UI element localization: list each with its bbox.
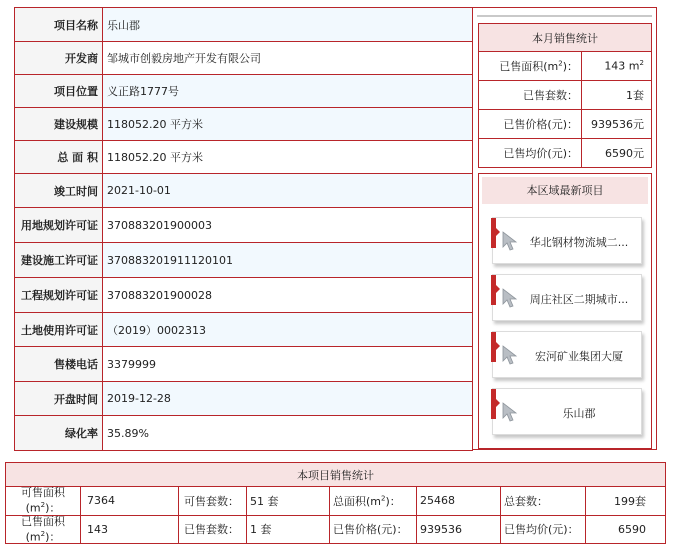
monthly-sales-table — [478, 23, 652, 168]
sold-area-value: 143 $m^2$ — [582, 52, 652, 81]
sold-area-label: 已售面积$(m^2)$： — [479, 52, 582, 81]
label: 建设施工许可证 — [15, 243, 103, 278]
latest-project-name: 周庄社区二期城市... — [529, 293, 629, 306]
available-area-label: 可售面积 $(m^2)$： — [6, 487, 81, 516]
sold-units-label: 已售套数： — [179, 515, 247, 544]
sold-price-label: 已售价格(元)： — [330, 515, 417, 544]
label: 工程规划许可证 — [15, 278, 103, 313]
label: 项目位置 — [15, 75, 103, 108]
value: 邹城市创毅房地产开发有限公司 — [103, 42, 473, 75]
label: 开发商 — [15, 42, 103, 75]
stats-row-available — [6, 487, 666, 516]
value: 35.89% — [103, 416, 473, 451]
red-tab-icon — [491, 275, 496, 305]
project-sales-title: 本项目销售统计 — [6, 463, 666, 487]
value: （2019）0002313 — [103, 313, 473, 347]
row-completion — [15, 174, 473, 208]
sold-units-value: 1套 — [582, 81, 652, 110]
value: 2021-10-01 — [103, 174, 473, 208]
sold-price-value: 939536 — [417, 515, 501, 544]
value: 2019-12-28 — [103, 382, 473, 416]
sold-area-value: 143 — [81, 515, 179, 544]
total-area-label: 总面积$(m^2)$： — [330, 487, 417, 516]
sold-units-value: 1 套 — [247, 515, 330, 544]
label: 总 面 积 — [15, 141, 103, 174]
avg-price-label: 已售均价(元)： — [479, 139, 582, 168]
label: 用地规划许可证 — [15, 208, 103, 243]
row-total-area — [15, 141, 473, 174]
value: 370883201900003 — [103, 208, 473, 243]
value: 义正路1777号 — [103, 75, 473, 108]
latest-project-name: 宏河矿业集团大厦 — [535, 350, 623, 363]
row-greening-rate — [15, 416, 473, 451]
row-project-name — [15, 8, 473, 42]
value: 3379999 — [103, 347, 473, 382]
latest-projects-title: 本区域最新项目 — [482, 177, 648, 204]
latest-project-item[interactable] — [492, 331, 642, 378]
available-units-value: 51 套 — [247, 487, 330, 516]
sold-units-label: 已售套数： — [479, 81, 582, 110]
row-developer — [15, 42, 473, 75]
divider — [477, 15, 652, 17]
monthly-sales-title: 本月销售统计 — [479, 24, 652, 52]
sold-price-value: 939536元 — [582, 110, 652, 139]
avg-price-value: 6590 — [586, 515, 666, 544]
cursor-arrow-icon — [501, 401, 523, 423]
latest-project-item[interactable] — [492, 274, 642, 321]
label: 开盘时间 — [15, 382, 103, 416]
red-tab-icon — [491, 218, 496, 248]
total-area-value: 25468 — [417, 487, 501, 516]
value: 370883201900028 — [103, 278, 473, 313]
row-location — [15, 75, 473, 108]
total-units-label: 总套数： — [501, 487, 586, 516]
available-area-value: 7364 — [81, 487, 179, 516]
row-land-use-permit — [15, 313, 473, 347]
latest-project-item[interactable] — [492, 388, 642, 435]
latest-project-item[interactable] — [492, 217, 642, 264]
label: 绿化率 — [15, 416, 103, 451]
latest-projects-panel — [478, 173, 652, 449]
row-scale — [15, 108, 473, 141]
row-land-plan-permit — [15, 208, 473, 243]
avg-price-value: 6590元 — [582, 139, 652, 168]
label: 项目名称 — [15, 8, 103, 42]
project-sales-table — [5, 462, 666, 544]
value: 370883201911120101 — [103, 243, 473, 278]
sold-price-label: 已售价格(元)： — [479, 110, 582, 139]
label: 竣工时间 — [15, 174, 103, 208]
cursor-arrow-icon — [501, 230, 523, 252]
value: 118052.20 平方米 — [103, 141, 473, 174]
label: 售楼电话 — [15, 347, 103, 382]
total-units-value: 199套 — [586, 487, 666, 516]
available-units-label: 可售套数： — [179, 487, 247, 516]
label: 土地使用许可证 — [15, 313, 103, 347]
row-opening-date — [15, 382, 473, 416]
sidebar-panel — [473, 7, 657, 450]
red-tab-icon — [491, 389, 496, 419]
red-tab-icon — [491, 332, 496, 362]
label: 建设规模 — [15, 108, 103, 141]
cursor-arrow-icon — [501, 344, 523, 366]
project-info-table — [14, 7, 473, 451]
stats-row-sold — [6, 515, 666, 544]
value: 118052.20 平方米 — [103, 108, 473, 141]
cursor-arrow-icon — [501, 287, 523, 309]
avg-price-label: 已售均价(元)： — [501, 515, 586, 544]
row-sales-phone — [15, 347, 473, 382]
latest-project-name: 华北钢材物流城二... — [529, 236, 629, 249]
sold-area-label: 已售面积 $(m^2)$： — [6, 515, 81, 544]
row-construction-permit — [15, 243, 473, 278]
latest-project-name: 乐山郡 — [562, 407, 596, 420]
row-engineering-permit — [15, 278, 473, 313]
value: 乐山郡 — [103, 8, 473, 42]
